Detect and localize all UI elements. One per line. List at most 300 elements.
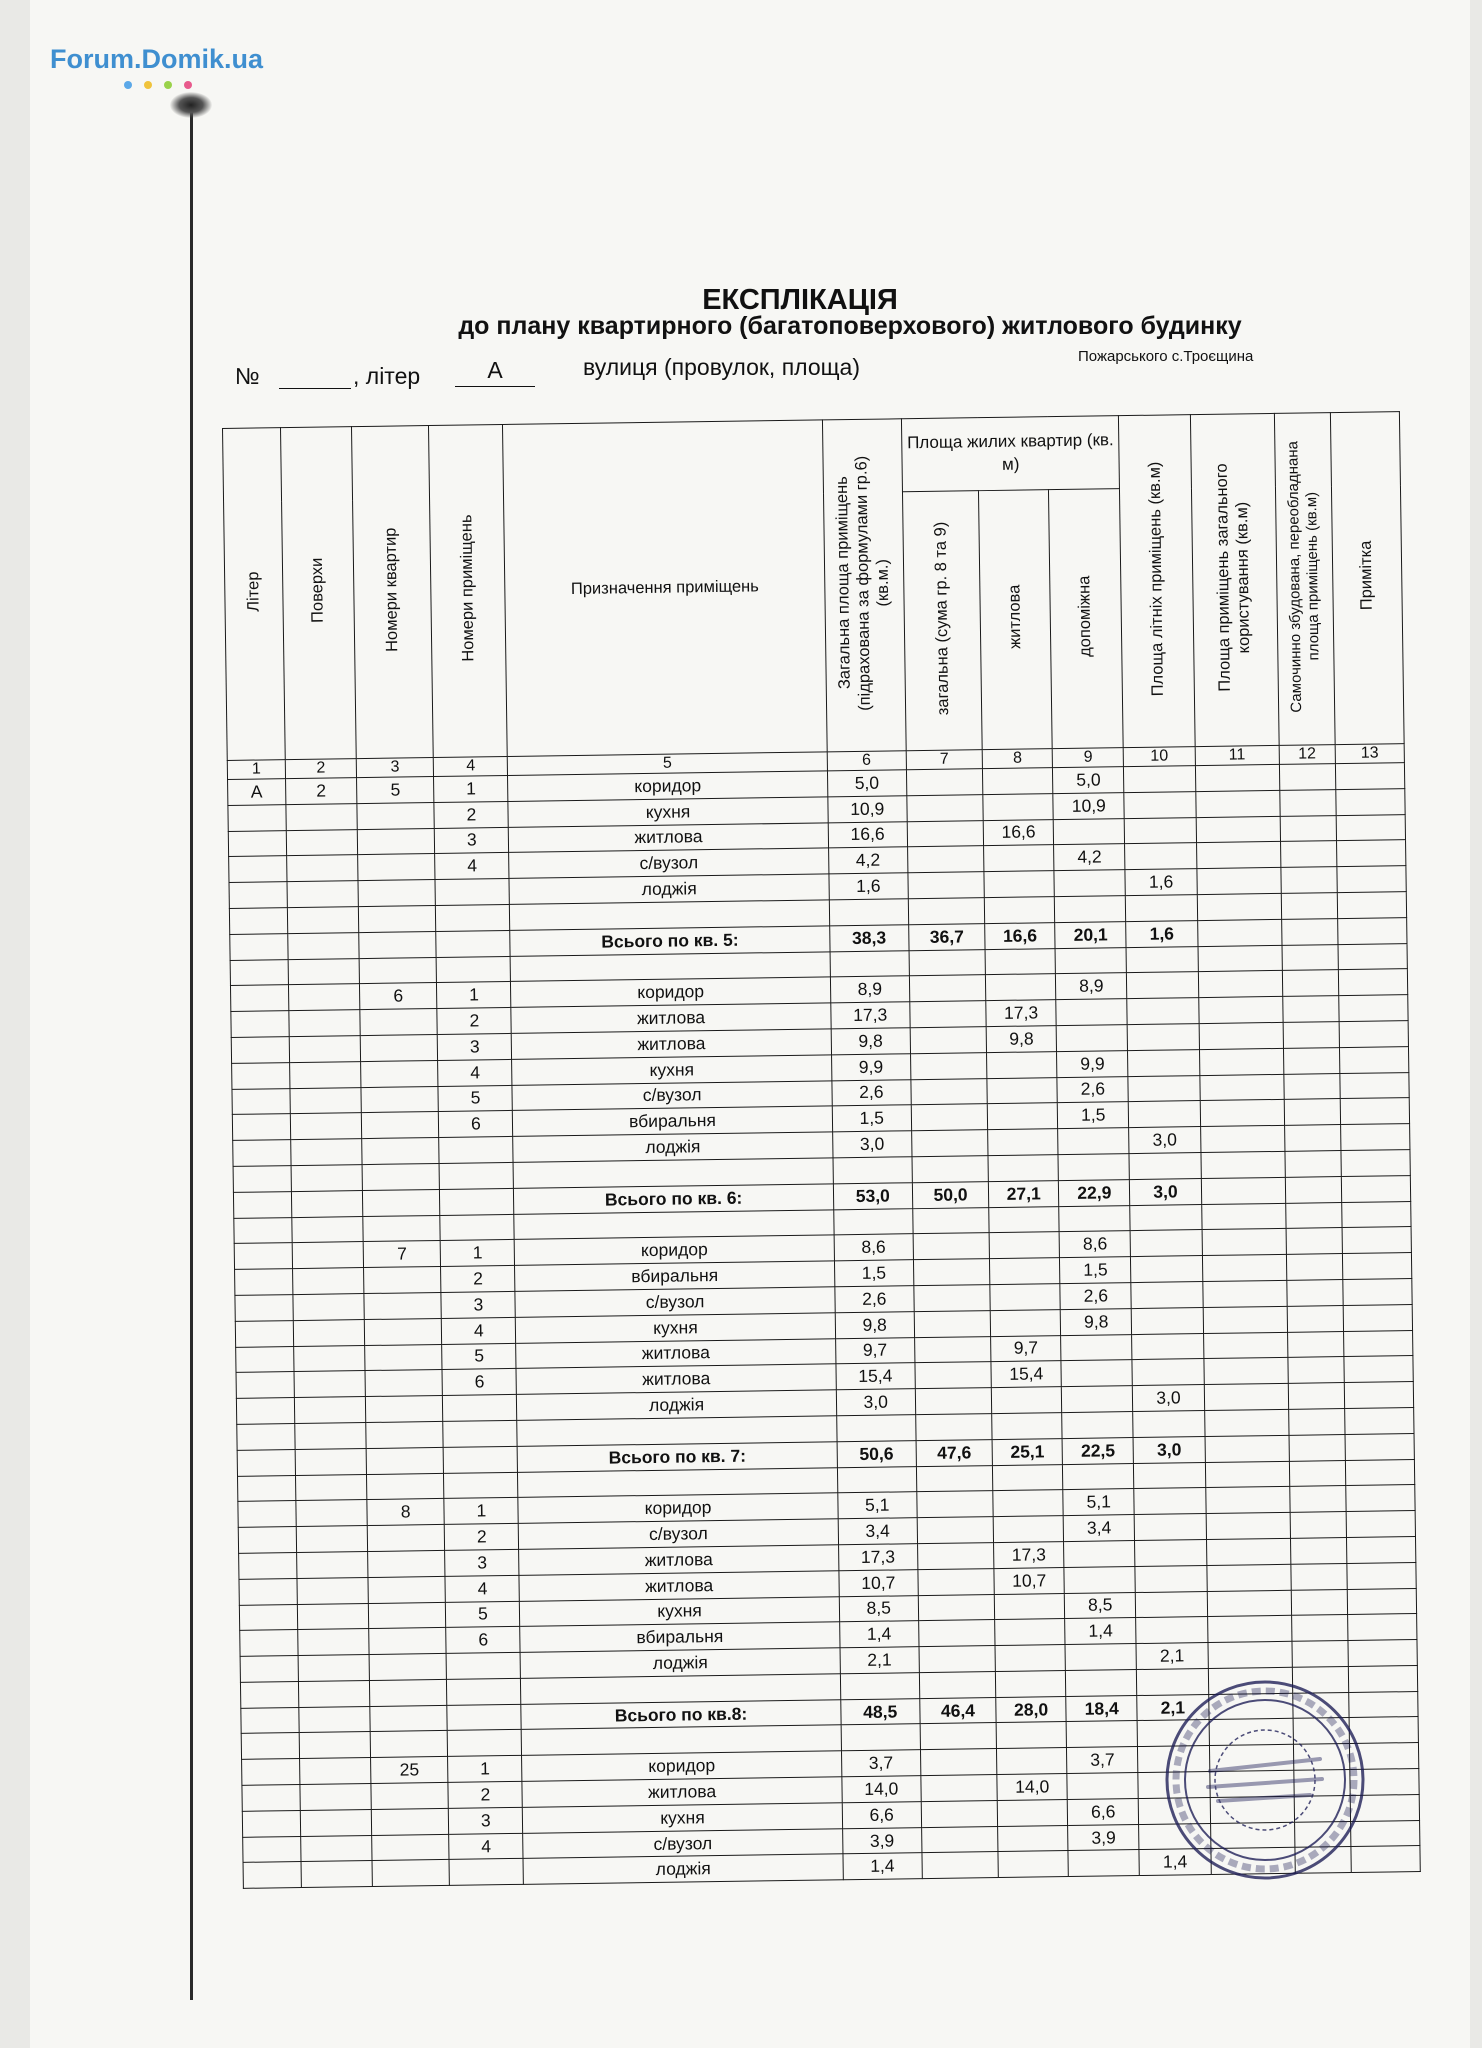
table-cell: 5 [442, 1343, 517, 1370]
table-cell: 3 [449, 1807, 524, 1834]
table-cell [919, 1671, 996, 1698]
table-cell: кухня [516, 1313, 835, 1343]
table-cell [371, 1808, 449, 1835]
table-cell [237, 1475, 295, 1502]
table-cell: кухня [508, 797, 827, 827]
table-cell [365, 1396, 443, 1423]
table-cell [1336, 814, 1406, 841]
table-cell [1127, 972, 1199, 999]
column-number: 8 [982, 749, 1052, 769]
table-cell [1283, 996, 1339, 1023]
table-cell [1205, 1435, 1290, 1462]
table-cell: 2,6 [832, 1079, 912, 1106]
table-cell [292, 1268, 364, 1295]
table-cell [239, 1604, 297, 1631]
table-cell [1064, 1566, 1136, 1593]
table-cell [987, 1051, 1057, 1078]
table-cell: 17,3 [838, 1544, 918, 1571]
table-cell [241, 1707, 299, 1734]
table-cell [295, 1448, 367, 1475]
table-cell [294, 1345, 366, 1372]
table-cell [1286, 1202, 1342, 1229]
table-cell [995, 1619, 1065, 1646]
table-cell: 20,1 [1055, 921, 1127, 948]
table-cell [233, 1140, 291, 1167]
table-cell [995, 1645, 1065, 1672]
table-cell: 6 [446, 1627, 521, 1654]
table-cell [1128, 1024, 1200, 1051]
table-cell [1055, 947, 1127, 974]
table-cell: 17,3 [994, 1541, 1064, 1568]
table-cell: 36,7 [909, 923, 986, 950]
table-cell [1341, 1150, 1411, 1177]
table-cell [991, 1387, 1061, 1414]
table-cell [299, 1706, 371, 1733]
table-cell [1200, 1126, 1285, 1153]
table-cell: 9,9 [1057, 1050, 1129, 1077]
table-cell [287, 907, 359, 934]
watermark-dot [144, 81, 152, 89]
table-cell [993, 1490, 1063, 1517]
table-cell [363, 1215, 441, 1242]
table-cell: коридор [522, 1751, 841, 1781]
table-cell: 4 [442, 1317, 517, 1344]
table-cell [1348, 1640, 1418, 1667]
table-cell [921, 1775, 998, 1802]
table-cell: 3,9 [842, 1827, 922, 1854]
table-cell [1197, 893, 1282, 920]
table-cell [1347, 1562, 1417, 1589]
table-cell [910, 1001, 987, 1028]
table-cell: 1 [444, 1498, 519, 1525]
table-cell [289, 1036, 361, 1063]
table-cell [298, 1655, 370, 1682]
table-cell [993, 1464, 1063, 1491]
table-cell: 1,6 [1125, 869, 1197, 896]
table-cell: 6 [360, 983, 438, 1010]
document-title: ЕКСПЛІКАЦІЯ [702, 284, 898, 316]
table-cell [915, 1362, 992, 1389]
table-cell: 9,8 [831, 1028, 911, 1055]
watermark-dots [124, 76, 204, 88]
table-cell [918, 1594, 995, 1621]
table-cell [361, 1060, 439, 1087]
table-cell: 1,5 [834, 1260, 914, 1287]
table-cell [989, 1206, 1059, 1233]
table-cell [1132, 1333, 1204, 1360]
table-cell [439, 1137, 514, 1164]
table-cell [236, 1372, 294, 1399]
table-cell [370, 1705, 448, 1732]
table-cell [1289, 1460, 1345, 1487]
table-cell [236, 1346, 294, 1373]
liter-label: , літер [353, 363, 421, 389]
table-cell [292, 1242, 364, 1269]
table-cell [919, 1646, 996, 1673]
table-cell [984, 897, 1054, 924]
table-cell [447, 1730, 522, 1757]
table-cell [1282, 944, 1338, 971]
table-cell [910, 1052, 987, 1079]
table-cell: 3,0 [1129, 1127, 1201, 1154]
table-cell [449, 1859, 524, 1886]
table-cell: 47,6 [916, 1439, 993, 1466]
table-cell [291, 1190, 363, 1217]
table-cell [1127, 998, 1199, 1025]
number-label: № [235, 363, 260, 389]
table-cell [443, 1446, 518, 1473]
table-cell [369, 1628, 447, 1655]
table-cell: 10,7 [994, 1567, 1064, 1594]
table-cell [988, 1129, 1058, 1156]
table-cell [919, 1620, 996, 1647]
table-cell [238, 1501, 296, 1528]
table-cell [1341, 1175, 1411, 1202]
table-cell [1195, 790, 1280, 817]
table-cell [443, 1395, 518, 1422]
header-apartment-numbers: Номери квартир [352, 426, 434, 759]
table-cell [367, 1525, 445, 1552]
table-cell [1199, 1048, 1284, 1075]
table-cell: 3 [445, 1549, 520, 1576]
table-cell [1203, 1332, 1288, 1359]
table-cell: 2,6 [834, 1286, 914, 1313]
table-cell [841, 1724, 921, 1751]
number-blank-line [279, 388, 351, 389]
table-cell [1055, 896, 1127, 923]
table-cell [1124, 766, 1196, 793]
address-note: Пожарського с.Троєщина [1078, 348, 1254, 365]
table-cell: лоджія [509, 874, 828, 904]
table-cell [906, 769, 983, 796]
table-cell [229, 856, 287, 883]
table-cell [447, 1678, 522, 1705]
column-number: 3 [356, 758, 433, 778]
column-number: 5 [508, 752, 827, 776]
table-cell [984, 871, 1054, 898]
table-cell [370, 1679, 448, 1706]
table-cell [1207, 1616, 1292, 1643]
table-cell: 18,4 [1066, 1695, 1138, 1722]
table-cell [239, 1552, 297, 1579]
table-cell: житлова [509, 822, 828, 852]
table-cell [1284, 1125, 1340, 1152]
table-cell [1206, 1538, 1291, 1565]
header-liter: Літер [223, 428, 286, 761]
table-cell [241, 1733, 299, 1760]
table-cell [368, 1602, 446, 1629]
table-cell [444, 1472, 519, 1499]
table-cell [1207, 1590, 1292, 1617]
forum-watermark[interactable]: Forum.Domik.ua [50, 44, 264, 74]
table-cell [1201, 1177, 1286, 1204]
table-cell: 9,9 [831, 1053, 911, 1080]
seal-ring-lettering [1176, 1691, 1354, 1869]
table-cell: 17,3 [830, 1002, 910, 1029]
table-cell [1065, 1644, 1137, 1671]
table-cell [362, 1189, 440, 1216]
table-cell [913, 1259, 990, 1286]
table-cell [1347, 1588, 1417, 1615]
table-cell: житлова [516, 1364, 835, 1394]
table-cell [232, 1088, 290, 1115]
table-cell [1061, 1360, 1133, 1387]
table-cell [1205, 1461, 1290, 1488]
table-cell [1198, 945, 1283, 972]
table-cell [1340, 1072, 1410, 1099]
table-cell: 3,7 [1067, 1747, 1139, 1774]
table-cell [360, 1034, 438, 1061]
table-cell: 3,4 [838, 1518, 918, 1545]
document-reference-line [235, 354, 1115, 390]
table-cell: 17,3 [986, 1000, 1056, 1027]
table-cell [1339, 1021, 1409, 1048]
table-cell [286, 829, 358, 856]
column-number: 1 [227, 760, 285, 780]
table-cell [908, 898, 985, 925]
table-cell: лоджія [517, 1390, 836, 1420]
column-number: 10 [1124, 747, 1195, 767]
table-cell: 16,6 [985, 922, 1055, 949]
table-cell [242, 1785, 300, 1812]
table-cell: с/вузол [509, 848, 828, 878]
table-cell [1062, 1386, 1134, 1413]
table-cell [230, 985, 288, 1012]
table-cell [1347, 1614, 1417, 1641]
table-cell: 5,1 [1063, 1489, 1135, 1516]
table-cell [1281, 893, 1337, 920]
table-cell [228, 804, 286, 831]
table-cell [1290, 1537, 1346, 1564]
table-cell [1280, 815, 1336, 842]
table-cell [1283, 1047, 1339, 1074]
table-cell [1282, 918, 1338, 945]
table-cell: с/вузол [512, 1080, 831, 1110]
table-cell [287, 881, 359, 908]
table-cell: лоджія [523, 1854, 842, 1884]
table-cell [1129, 1153, 1201, 1180]
table-cell [1058, 1128, 1130, 1155]
table-cell [301, 1835, 373, 1862]
table-cell [829, 899, 909, 926]
table-cell [836, 1415, 916, 1442]
table-cell [297, 1603, 369, 1630]
table-cell [242, 1759, 300, 1786]
table-cell [370, 1731, 448, 1758]
table-cell: 38,3 [829, 925, 909, 952]
table-cell: 53,0 [833, 1182, 913, 1209]
table-cell [998, 1825, 1068, 1852]
table-cell: коридор [518, 1493, 837, 1523]
table-cell [1283, 1022, 1339, 1049]
table-cell [1339, 1046, 1409, 1073]
table-cell [1346, 1511, 1416, 1538]
table-cell [1339, 995, 1409, 1022]
table-cell [237, 1423, 295, 1450]
column-number: 13 [1335, 744, 1404, 764]
table-cell [1196, 868, 1281, 895]
table-cell: Всього по кв. 5: [510, 926, 829, 956]
table-cell [1197, 919, 1282, 946]
table-cell [361, 1112, 439, 1139]
table-cell [294, 1371, 366, 1398]
table-cell: 4 [445, 1575, 520, 1602]
table-cell [230, 959, 288, 986]
table-cell [1288, 1357, 1344, 1384]
table-cell [1202, 1254, 1287, 1281]
header-room-purpose: Призначення приміщень [503, 420, 827, 757]
table-cell [1056, 999, 1128, 1026]
table-cell [440, 1214, 515, 1241]
table-cell [295, 1474, 367, 1501]
header-total-area: Загальна площа приміщень (підрахована за формулами гр.6) (кв.м.) [822, 419, 906, 752]
table-cell: 4 [438, 1059, 513, 1086]
table-cell [1198, 971, 1283, 998]
table-cell [1061, 1334, 1133, 1361]
table-cell: кухня [512, 1055, 831, 1085]
header-living-aux: допоміжна [1049, 489, 1124, 749]
table-cell [920, 1723, 997, 1750]
table-cell [362, 1138, 440, 1165]
table-cell [910, 1027, 987, 1054]
table-cell [301, 1861, 373, 1888]
table-cell: 48,5 [840, 1698, 920, 1725]
table-cell [907, 794, 984, 821]
table-cell [230, 933, 288, 960]
table-cell: 16,6 [828, 821, 908, 848]
table-cell [1280, 789, 1336, 816]
table-cell [361, 1086, 439, 1113]
watermark-dot [164, 81, 172, 89]
table-cell: Всього по кв. 7: [518, 1442, 837, 1472]
table-cell: 50,6 [837, 1440, 917, 1467]
table-cell [1340, 1124, 1410, 1151]
table-cell [1198, 997, 1283, 1024]
table-cell: 7 [363, 1241, 441, 1268]
table-cell [917, 1542, 994, 1569]
table-cell [293, 1293, 365, 1320]
table-cell [1062, 1411, 1134, 1438]
table-cell: 22,9 [1059, 1179, 1131, 1206]
table-cell [243, 1836, 301, 1863]
table-cell [1341, 1201, 1411, 1228]
table-cell [365, 1344, 443, 1371]
table-cell [236, 1398, 294, 1425]
table-cell [289, 1010, 361, 1037]
table-cell [1134, 1488, 1206, 1515]
table-cell: 5 [438, 1085, 513, 1112]
table-cell: 25 [371, 1757, 449, 1784]
table-cell [297, 1551, 369, 1578]
table-cell [357, 828, 435, 855]
table-cell: 9,7 [835, 1337, 915, 1364]
table-cell [298, 1629, 370, 1656]
table-cell [993, 1516, 1063, 1543]
table-cell [1280, 841, 1336, 868]
table-cell: 15,4 [836, 1363, 916, 1390]
table-cell [1291, 1589, 1347, 1616]
table-cell [987, 1077, 1057, 1104]
table-cell [922, 1852, 999, 1879]
table-cell [1346, 1485, 1416, 1512]
table-cell [1134, 1462, 1206, 1489]
table-cell [368, 1550, 446, 1577]
table-cell [1125, 843, 1197, 870]
header-floors: Поверхи [280, 427, 356, 760]
table-cell: коридор [515, 1235, 834, 1265]
header-common-area: Площа приміщень загального користування (кв.м) [1190, 413, 1279, 746]
table-cell [231, 1011, 289, 1038]
table-cell [914, 1285, 991, 1312]
table-cell [1204, 1383, 1289, 1410]
table-cell [293, 1319, 365, 1346]
table-cell: 27,1 [988, 1180, 1058, 1207]
table-cell: 16,6 [983, 819, 1053, 846]
table-cell: 8,9 [830, 976, 910, 1003]
table-cell [298, 1680, 370, 1707]
header-summer-area: Площа літніх приміщень (кв.м) [1119, 415, 1195, 748]
table-cell: А [228, 779, 286, 806]
table-cell: 2 [285, 778, 357, 805]
table-cell [1284, 1099, 1340, 1126]
table-cell [440, 1188, 515, 1215]
table-cell: 1 [440, 1240, 515, 1267]
column-number: 2 [285, 759, 356, 779]
table-cell: 6,6 [842, 1802, 922, 1829]
table-cell [1125, 817, 1197, 844]
header-room-numbers: Номери приміщень [429, 424, 508, 757]
table-cell: 2,6 [1057, 1076, 1129, 1103]
table-cell [1132, 1307, 1204, 1334]
table-cell: житлова [519, 1545, 838, 1575]
table-cell [228, 830, 286, 857]
table-cell: 9,8 [835, 1311, 915, 1338]
table-cell [998, 1851, 1068, 1878]
table-cell [359, 957, 437, 984]
table-cell [987, 1103, 1057, 1130]
liter-value: А [455, 357, 535, 387]
table-cell [362, 1163, 440, 1190]
table-cell [1199, 1022, 1284, 1049]
table-cell [234, 1243, 292, 1270]
table-cell [1199, 1074, 1284, 1101]
table-cell [235, 1295, 293, 1322]
table-cell [1342, 1227, 1412, 1254]
table-cell [1337, 866, 1407, 893]
table-cell [911, 1078, 988, 1105]
street-label: вулиця (провулок, площа) [583, 354, 861, 380]
table-cell [364, 1318, 442, 1345]
table-cell [1053, 818, 1125, 845]
table-cell [1124, 791, 1196, 818]
table-cell: 28,0 [996, 1696, 1066, 1723]
table-cell [983, 793, 1053, 820]
table-cell: житлова [512, 1029, 831, 1059]
table-cell [295, 1422, 367, 1449]
table-cell [1343, 1330, 1413, 1357]
table-cell [234, 1217, 292, 1244]
table-cell: с/вузол [519, 1519, 838, 1549]
table-cell [1066, 1721, 1138, 1748]
table-cell [913, 1233, 990, 1260]
table-cell [1128, 1075, 1200, 1102]
table-cell [911, 1104, 988, 1131]
table-cell [1337, 892, 1407, 919]
table-cell [1285, 1151, 1341, 1178]
table-cell [912, 1156, 989, 1183]
table-cell [1201, 1203, 1286, 1230]
header-living-living: житлова [979, 490, 1053, 750]
